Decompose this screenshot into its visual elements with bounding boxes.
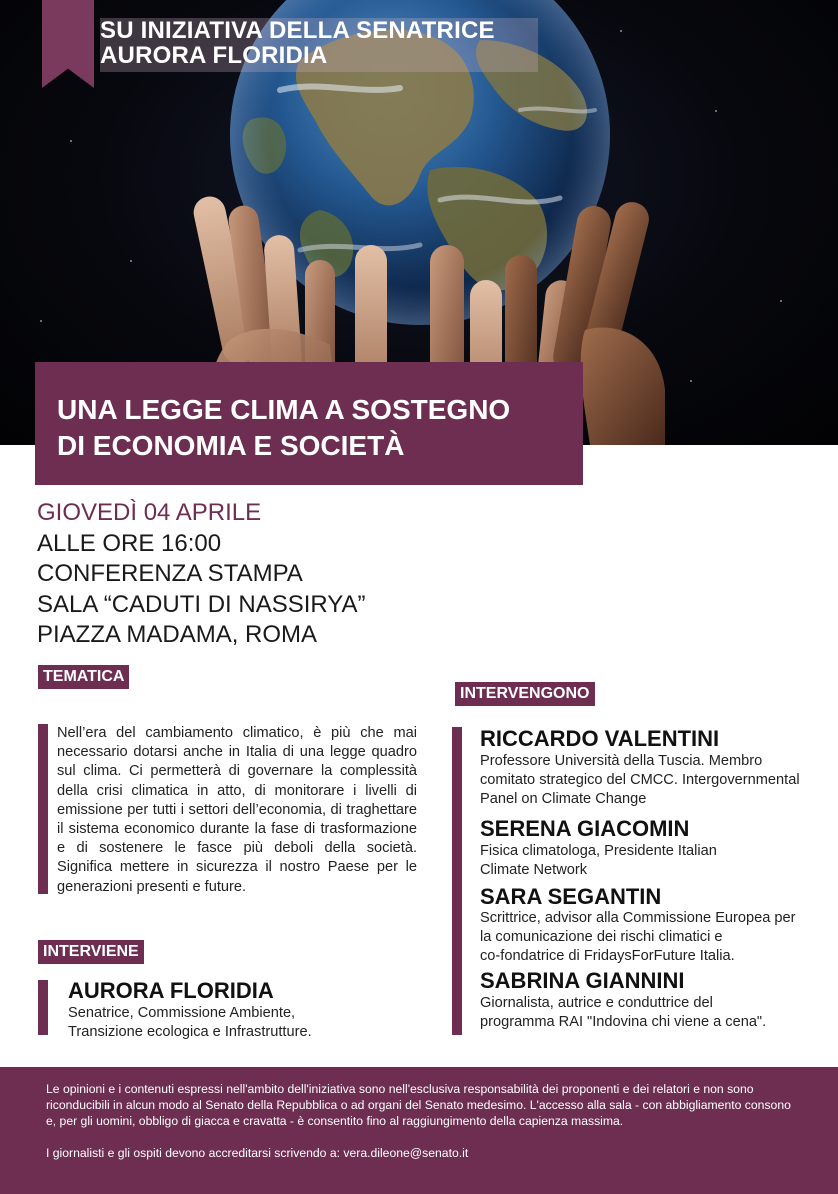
tematica-text: Nell’era del cambiamento climatico, è più che mai necessario dotarsi anche in Italia di una legge quadro sul clima. Ci permetterà di governare la complessità della crisi climatica in atto, di monitorare i livelli di emissione per tutti i settori dell’economia, di traghettare il sistema economico durante la fase di trasformazione e di sostenere le fasce più deboli della società. Significa mettere in sicurezza il nostro Paese per le generazioni presenti e future. xyxy=(57,725,417,895)
interviene-name: AURORA FLORIDIA xyxy=(68,978,274,1003)
intervengono-label: INTERVENGONO xyxy=(455,682,595,706)
star-dot xyxy=(715,110,717,112)
star-dot xyxy=(620,30,622,32)
tematica-bar xyxy=(38,724,48,894)
speaker-3-desc xyxy=(480,909,830,966)
interviene-label: INTERVIENE xyxy=(38,940,144,964)
speaker-4-desc xyxy=(480,994,830,1032)
star-dot xyxy=(40,320,42,322)
initiative-line-1: SU INIZIATIVA DELLA SENATRICE xyxy=(100,17,495,44)
initiative-banner xyxy=(100,18,538,72)
event-place: PIAZZA MADAMA, ROMA xyxy=(37,621,318,648)
event-details xyxy=(37,498,366,651)
star-dot xyxy=(130,260,132,262)
star-dot xyxy=(70,140,72,142)
speaker-1-desc xyxy=(480,752,830,809)
star-dot xyxy=(690,380,692,382)
speaker-3-name: SARA SEGANTIN xyxy=(480,884,662,909)
speaker-1-desc-line: comitato strategico del CMCC. Intergovernmental xyxy=(480,772,800,788)
event-time: ALLE ORE 16:00 xyxy=(37,529,222,557)
footer xyxy=(0,1067,838,1194)
speaker-2-desc-line: Fisica climatologa, Presidente Italian xyxy=(480,843,717,859)
interviene-desc-line-1: Senatrice, Commissione Ambiente, xyxy=(68,1005,296,1021)
speaker-2-desc-line: Climate Network xyxy=(480,862,588,878)
speaker-3-desc-line: Scrittrice, advisor alla Commissione Europea per xyxy=(480,910,796,926)
speaker-4-desc-line: Giornalista, autrice e conduttrice del xyxy=(480,995,713,1011)
event-title-box xyxy=(35,362,583,485)
speaker-3-desc-line: co-fondatrice di FridaysForFuture Italia. xyxy=(480,948,735,964)
interviene-desc-line-2: Transizione ecologica e Infrastrutture. xyxy=(68,1024,312,1040)
event-date: GIOVEDÌ 04 APRILE xyxy=(37,499,262,526)
speaker-4-name: SABRINA GIANNINI xyxy=(480,968,685,993)
footer-accreditation: I giornalisti e gli ospiti devono accreditarsi scrivendo a: vera.dileone@senato.it xyxy=(46,1146,469,1160)
speaker-1-name: RICCARDO VALENTINI xyxy=(480,726,720,751)
interviene-desc xyxy=(68,1004,312,1042)
speaker-4-desc-line: programma RAI "Indovina chi viene a cena". xyxy=(480,1014,767,1030)
event-title-line-2: DI ECONOMIA E SOCIETÀ xyxy=(57,430,405,461)
event-type: CONFERENZA STAMPA xyxy=(37,560,303,587)
speaker-2-name: SERENA GIACOMIN xyxy=(480,816,690,841)
speaker-3-desc-line: la comunicazione dei rischi climatici e xyxy=(480,929,723,945)
event-room: SALA “CADUTI DI NASSIRYA” xyxy=(37,590,366,618)
speaker-1-desc-line: Professore Università della Tuscia. Membro xyxy=(480,753,763,769)
speaker-1-desc-line: Panel on Climate Change xyxy=(480,791,647,807)
event-title-line-1: UNA LEGGE CLIMA A SOSTEGNO xyxy=(57,394,511,425)
intervengono-bar xyxy=(452,727,462,1035)
speaker-2-desc xyxy=(480,842,830,880)
initiative-line-2: AURORA FLORIDIA xyxy=(100,42,328,69)
star-dot xyxy=(780,300,782,302)
interviene-bar xyxy=(38,980,48,1035)
footer-disclaimer: Le opinioni e i contenuti espressi nell'ambito dell'iniziativa sono nell'esclusiva responsabilità dei proponenti e dei relatori e non sono riconducibili in alcun modo al Senato della Repubblica o ad organi del Senato medesimo. L'accesso alla sala - con abbigliamento consono e, per gli uomini, obbligo di giacca e cravatta - è consentito fino al raggiungimento della capienza massima. xyxy=(46,1082,791,1128)
tematica-label: TEMATICA xyxy=(38,665,129,689)
